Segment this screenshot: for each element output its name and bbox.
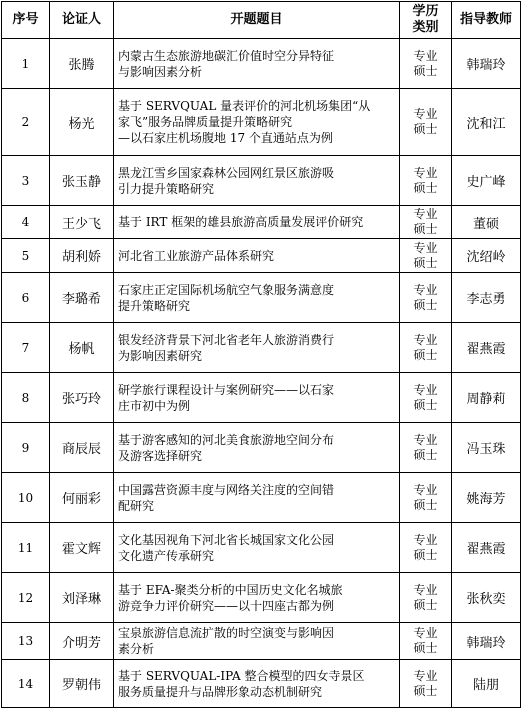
advisor-name: 李志勇 <box>452 273 521 323</box>
proposal-topic-line: 文化基因视角下河北省长城国家文化公园 <box>118 532 335 547</box>
header-degree-type-line: 类别 <box>412 20 439 35</box>
table-row <box>2 273 521 323</box>
degree-type-line: 专业 <box>413 482 438 497</box>
proposal-topic-line: 基于 SERVQUAL-IPA 整合模型的四女寺景区 <box>118 668 365 683</box>
row-number: 13 <box>2 623 50 660</box>
degree-type-line: 硕士 <box>413 63 438 78</box>
proposal-topic-line: 基于游客感知的河北美食旅游地空间分布 <box>118 432 335 447</box>
degree-type <box>400 89 452 156</box>
table-row <box>2 573 521 623</box>
degree-type-line: 硕士 <box>413 397 438 412</box>
presenter-name: 刘泽琳 <box>50 573 114 623</box>
degree-type <box>400 239 452 273</box>
table-row <box>2 423 521 473</box>
proposal-topic <box>114 273 400 323</box>
row-number: 12 <box>2 573 50 623</box>
presenter-name: 罗朝伟 <box>50 660 114 708</box>
proposal-defense-table <box>1 1 521 708</box>
row-number: 10 <box>2 473 50 523</box>
proposal-topic <box>114 89 400 156</box>
presenter-name: 商辰辰 <box>50 423 114 473</box>
proposal-topic-line: 配研究 <box>118 498 155 513</box>
table-row <box>2 156 521 206</box>
presenter-name: 张腾 <box>50 39 114 89</box>
presenter-name: 王少飞 <box>50 206 114 239</box>
proposal-topic-line: 庄市初中为例 <box>118 398 191 413</box>
header-topic: 开题题目 <box>114 2 400 39</box>
proposal-topic <box>114 660 400 708</box>
degree-type-line: 专业 <box>413 240 438 255</box>
proposal-topic <box>114 206 400 239</box>
degree-type-line: 专业 <box>413 668 438 683</box>
degree-type-line: 硕士 <box>413 447 438 462</box>
advisor-name: 韩瑞玲 <box>452 623 521 660</box>
table-body <box>2 39 521 708</box>
degree-type <box>400 523 452 573</box>
proposal-topic-line: 游竞争力评价研究——以十四座古都为例 <box>118 598 335 613</box>
presenter-name: 杨帆 <box>50 323 114 373</box>
degree-type <box>400 273 452 323</box>
degree-type <box>400 573 452 623</box>
proposal-topic <box>114 623 400 660</box>
proposal-topic-line: 素分析 <box>118 642 155 656</box>
presenter-name: 介明芳 <box>50 623 114 660</box>
proposal-topic <box>114 373 400 423</box>
proposal-topic <box>114 423 400 473</box>
proposal-topic-line: 中国露营资源丰度与网络关注度的空间错 <box>118 482 335 497</box>
table-row <box>2 239 521 273</box>
degree-type-line: 硕士 <box>413 180 438 195</box>
header-advisor: 指导教师 <box>452 2 521 39</box>
table-row <box>2 89 521 156</box>
proposal-topic-line: 黑龙江雪乡国家森林公园网红景区旅游吸 <box>118 165 335 180</box>
header-no: 序号 <box>2 2 50 39</box>
degree-type <box>400 423 452 473</box>
proposal-topic-line: 服务质量提升与品牌形象动态机制研究 <box>118 684 323 699</box>
proposal-topic-line: 提升策略研究 <box>118 298 191 313</box>
row-number: 1 <box>2 39 50 89</box>
proposal-topic-line: 为影响因素研究 <box>118 348 203 363</box>
proposal-topic-line: 引力提升策略研究 <box>118 181 215 196</box>
proposal-topic-line: 文化遗产传承研究 <box>118 548 215 563</box>
row-number: 11 <box>2 523 50 573</box>
proposal-topic <box>114 573 400 623</box>
advisor-name: 陆朋 <box>452 660 521 708</box>
table-row <box>2 623 521 660</box>
table-row <box>2 373 521 423</box>
proposal-topic <box>114 323 400 373</box>
proposal-topic-line: 研学旅行课程设计与案例研究——以石家 <box>118 382 335 397</box>
presenter-name: 张玉静 <box>50 156 114 206</box>
degree-type-line: 硕士 <box>413 547 438 562</box>
proposal-topic <box>114 523 400 573</box>
advisor-name: 姚海芳 <box>452 473 521 523</box>
proposal-topic-line: 基于 EFA-聚类分析的中国历史文化名城旅 <box>118 582 343 597</box>
presenter-name: 胡利娇 <box>50 239 114 273</box>
degree-type <box>400 39 452 89</box>
advisor-name: 翟燕霞 <box>452 323 521 373</box>
degree-type-line: 硕士 <box>413 641 438 655</box>
header-degree-type-line: 学历 <box>412 4 439 19</box>
advisor-name: 张秋奕 <box>452 573 521 623</box>
header-row <box>2 2 521 39</box>
row-number: 6 <box>2 273 50 323</box>
proposal-topic-line: 宝泉旅游信息流扩散的时空演变与影响因 <box>118 626 335 640</box>
proposal-topic-line: 银发经济背景下河北省老年人旅游消费行 <box>118 332 335 347</box>
row-number: 3 <box>2 156 50 206</box>
degree-type-line: 硕士 <box>413 255 438 270</box>
advisor-name: 周静莉 <box>452 373 521 423</box>
proposal-topic-line: 及游客选择研究 <box>118 448 203 463</box>
table-row <box>2 323 521 373</box>
presenter-name: 霍文辉 <box>50 523 114 573</box>
presenter-name: 何丽彩 <box>50 473 114 523</box>
degree-type-line: 专业 <box>413 107 438 121</box>
degree-type <box>400 473 452 523</box>
proposal-topic-line: 石家庄正定国际机场航空气象服务满意度 <box>118 282 335 297</box>
proposal-topic <box>114 473 400 523</box>
degree-type-line: 专业 <box>413 532 438 547</box>
proposal-topic-line: 河北省工业旅游产品体系研究 <box>118 248 275 263</box>
row-number: 2 <box>2 89 50 156</box>
degree-type-line: 专业 <box>413 282 438 297</box>
row-number: 14 <box>2 660 50 708</box>
advisor-name: 史广峰 <box>452 156 521 206</box>
table-row <box>2 660 521 708</box>
degree-type-line: 专业 <box>413 48 438 63</box>
advisor-name: 董硕 <box>452 206 521 239</box>
presenter-name: 李璐希 <box>50 273 114 323</box>
proposal-topic-line: 基于 SERVQUAL 量表评价的河北机场集团“从 <box>118 99 371 113</box>
degree-type-line: 专业 <box>413 432 438 447</box>
degree-type-line: 专业 <box>413 582 438 597</box>
proposal-topic-line: —以石家庄机场腹地 17 个直通站点为例 <box>118 131 333 145</box>
table-row <box>2 206 521 239</box>
degree-type <box>400 373 452 423</box>
proposal-topic <box>114 156 400 206</box>
degree-type <box>400 156 452 206</box>
row-number: 8 <box>2 373 50 423</box>
proposal-topic <box>114 239 400 273</box>
proposal-topic <box>114 39 400 89</box>
degree-type-line: 硕士 <box>413 297 438 312</box>
degree-type <box>400 206 452 239</box>
table-row <box>2 523 521 573</box>
table-row <box>2 39 521 89</box>
advisor-name: 沈和江 <box>452 89 521 156</box>
advisor-name: 冯玉珠 <box>452 423 521 473</box>
row-number: 5 <box>2 239 50 273</box>
presenter-name: 张巧玲 <box>50 373 114 423</box>
row-number: 9 <box>2 423 50 473</box>
degree-type <box>400 323 452 373</box>
header-name: 论证人 <box>50 2 114 39</box>
degree-type-line: 专业 <box>413 332 438 347</box>
degree-type-line: 硕士 <box>413 122 438 136</box>
proposal-topic-line: 基于 IRT 框架的雄县旅游高质量发展评价研究 <box>118 215 364 229</box>
degree-type-line: 硕士 <box>413 597 438 612</box>
row-number: 4 <box>2 206 50 239</box>
degree-type-line: 专业 <box>413 382 438 397</box>
header-degree-type <box>400 2 452 39</box>
degree-type-line: 硕士 <box>413 222 438 236</box>
proposal-topic-line: 与影响因素分析 <box>118 64 203 79</box>
advisor-name: 沈绍岭 <box>452 239 521 273</box>
proposal-topic-line: 内蒙古生态旅游地碳汇价值时空分异特征 <box>118 48 335 63</box>
degree-type <box>400 623 452 660</box>
degree-type-line: 硕士 <box>413 347 438 362</box>
degree-type-line: 专业 <box>413 165 438 180</box>
row-number: 7 <box>2 323 50 373</box>
presenter-name: 杨光 <box>50 89 114 156</box>
table-row <box>2 473 521 523</box>
degree-type-line: 硕士 <box>413 497 438 512</box>
degree-type <box>400 660 452 708</box>
degree-type-line: 专业 <box>413 207 438 221</box>
advisor-name: 翟燕霞 <box>452 523 521 573</box>
advisor-name: 韩瑞玲 <box>452 39 521 89</box>
degree-type-line: 硕士 <box>413 683 438 698</box>
degree-type-line: 专业 <box>413 626 438 640</box>
proposal-topic-line: 家飞”服务品牌质量提升策略研究 <box>118 115 293 129</box>
